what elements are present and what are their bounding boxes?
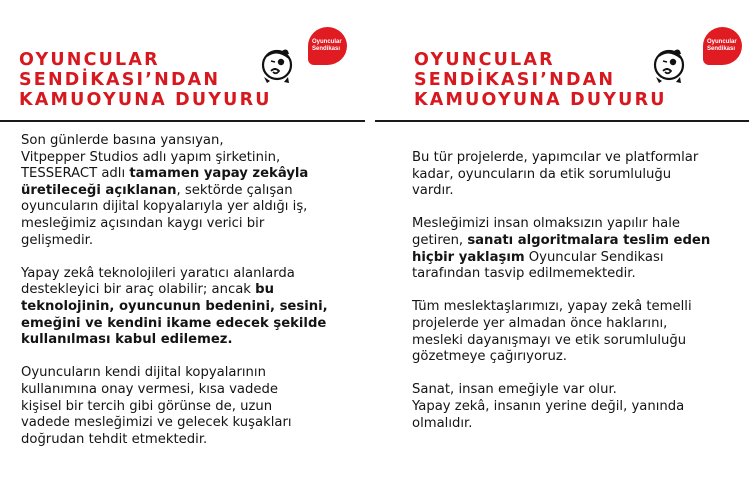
text-line xyxy=(21,382,366,399)
text-line xyxy=(412,299,749,316)
bold-text: hiçbir yaklaşım xyxy=(412,249,525,265)
text-line xyxy=(412,233,749,250)
text: vadede mesleğimizi ve gelecek kuşakları xyxy=(21,415,292,431)
text-line xyxy=(21,266,366,283)
badge-line: Oyuncular xyxy=(707,39,737,45)
bold-text: tamamen yapay zekâyla xyxy=(129,166,309,182)
text: Son günlerde basına yansıyan, xyxy=(21,133,224,148)
paragraph xyxy=(21,365,366,448)
announcement-body xyxy=(412,150,749,449)
text: , sektörde çalışan xyxy=(176,182,293,198)
text: Sanat, insan emeğiyle var olur. xyxy=(412,382,617,398)
text: vardır. xyxy=(412,183,454,199)
text-line xyxy=(21,216,366,233)
bold-text: bu xyxy=(255,282,274,298)
text: olmalıdır. xyxy=(412,415,473,431)
text: gözetmeye çağırıyoruz. xyxy=(412,349,567,365)
text-line xyxy=(412,316,749,333)
text-line xyxy=(412,416,749,433)
text: Tüm meslektaşlarımızı, yapay zekâ temelli xyxy=(412,299,692,315)
text-line xyxy=(21,233,366,250)
text: tarafından tasvip edilmemektedir. xyxy=(412,266,636,282)
union-logo-badge xyxy=(703,27,742,65)
paragraph xyxy=(412,216,749,282)
text-line xyxy=(412,150,749,167)
text: Yapay zekâ, insanın yerine değil, yanında xyxy=(412,398,685,414)
paragraph xyxy=(412,299,749,365)
announcement-body xyxy=(21,133,366,465)
text: Mesleğimizi insan olmaksızın yapılır hale xyxy=(412,216,681,232)
title-line: SENDİKASI’NDAN xyxy=(19,70,221,90)
bold-text: emeğini ve kendini ikame edecek şekilde xyxy=(21,315,327,331)
clown-face-icon xyxy=(258,44,298,86)
badge-line: Oyuncular xyxy=(312,39,342,45)
header-divider xyxy=(375,120,749,122)
text: Bu tür projelerde, yapımcılar ve platformlar xyxy=(412,150,699,165)
text-line xyxy=(21,133,366,150)
text: TESSERACT adlı xyxy=(21,166,130,182)
bold-text: sanatı algoritmalara teslim eden xyxy=(467,232,711,248)
text-line xyxy=(412,266,749,283)
announcement-panel-right xyxy=(375,0,749,501)
text: Vitpepper Studios adlı yapım şirketinin, xyxy=(21,149,281,165)
text: doğrudan tehdit etmektedir. xyxy=(21,431,208,447)
text-line xyxy=(21,150,366,167)
announcement-title xyxy=(19,50,272,110)
clown-face-icon xyxy=(650,44,690,86)
paragraph xyxy=(21,266,366,349)
header-divider xyxy=(0,120,365,122)
text-line xyxy=(21,316,366,333)
text-line xyxy=(412,216,749,233)
text-line xyxy=(21,415,366,432)
text: mesleki dayanışmayı ve etik sorumluluğu xyxy=(412,332,687,348)
bold-text: teknolojinin, oyuncunun bedenini, sesini, xyxy=(21,298,328,314)
text-line xyxy=(412,250,749,267)
paragraph xyxy=(21,133,366,249)
bold-text: kullanılması kabul edilemez. xyxy=(21,332,233,348)
text-line xyxy=(21,432,366,449)
badge-line: Sendikası xyxy=(707,46,736,52)
text-line xyxy=(21,299,366,316)
announcement-panel-left xyxy=(0,0,372,501)
text-line xyxy=(21,199,366,216)
text-line xyxy=(412,167,749,184)
union-logo-badge xyxy=(308,27,347,65)
title-line: SENDİKASI’NDAN xyxy=(414,70,616,90)
text: projelerde yer almadan önce haklarını, xyxy=(412,315,668,331)
text-line xyxy=(412,183,749,200)
text: Oyuncuların kendi dijital kopyalarının xyxy=(21,365,266,381)
text-line xyxy=(21,282,366,299)
text-line xyxy=(412,399,749,416)
text-line xyxy=(21,183,366,200)
text-line xyxy=(412,333,749,350)
text: Yapay zekâ teknolojileri yaratıcı alanlarda xyxy=(21,265,295,281)
bold-text: üretileceği açıklanan xyxy=(21,182,177,198)
text: Oyuncular Sendikası xyxy=(524,249,664,265)
paragraph xyxy=(412,382,749,432)
text-line xyxy=(21,399,366,416)
text: kişisel bir tercih gibi görünse de, uzun xyxy=(21,398,273,414)
title-line: OYUNCULAR xyxy=(414,50,555,70)
text: gelişmedir. xyxy=(21,232,94,248)
announcement-title xyxy=(414,50,667,110)
text: mesleğimiz açısından kaygı verici bir xyxy=(21,215,265,231)
text-line xyxy=(21,365,366,382)
text-line xyxy=(21,166,366,183)
title-line: OYUNCULAR xyxy=(19,50,160,70)
text-line xyxy=(412,349,749,366)
badge-line: Sendikası xyxy=(312,46,341,52)
text: getiren, xyxy=(412,232,468,248)
text: kullanımına onay vermesi, kısa vadede xyxy=(21,381,278,397)
title-line: KAMUOYUNA DUYURU xyxy=(414,90,667,110)
text-line xyxy=(412,382,749,399)
text: kadar, oyuncuların da etik sorumluluğu xyxy=(412,166,672,182)
title-line: KAMUOYUNA DUYURU xyxy=(19,90,272,110)
paragraph xyxy=(412,150,749,200)
text-line xyxy=(21,332,366,349)
text: destekleyici bir araç olabilir; ancak xyxy=(21,282,256,298)
text: oyuncuların dijital kopyalarıyla yer aldığı iş, xyxy=(21,199,308,215)
